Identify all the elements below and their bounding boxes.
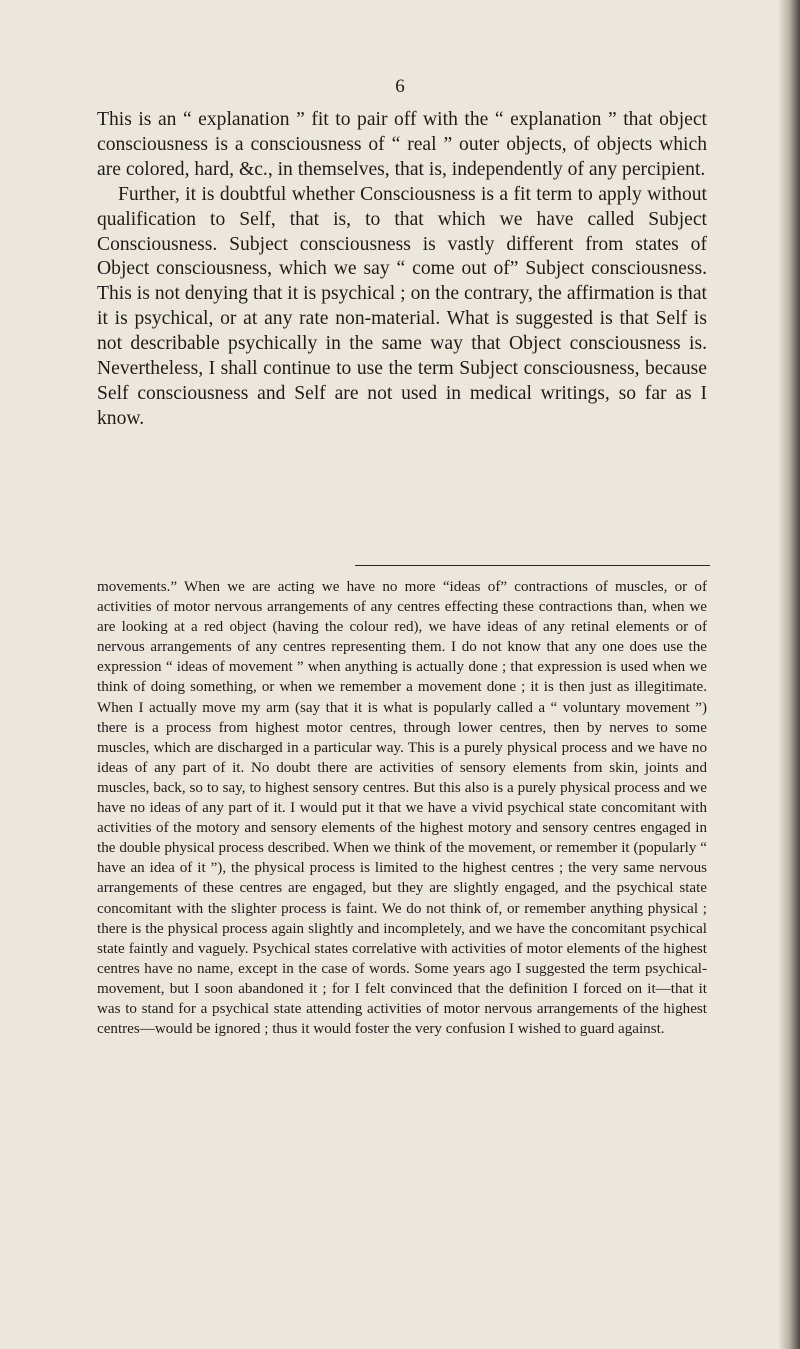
- page-edge-shadow: [778, 0, 800, 1349]
- main-paragraph-2: Further, it is doubtful whether Consciousness is a fit term to apply without qualification to Self, that is, to that which we have called Subject Consciousness. Subject consciousness is vastly different from states of Object consciousness, which we say “ come out of” Subject consciousness. This is not denying that it is psychical ; on the contrary, the affirmation is that it is psychical, or at any rate non-material. What is suggested is that Self is not describable psychically in the same way that Object consciousness is. Nevertheless, I shall continue to use the term Subject consciousness, because Self consciousness and Self are not used in medical writings, so far as I know.: [97, 183, 707, 429]
- main-paragraph-1: This is an “ explanation ” fit to pair off with the “ explanation ” that object consciousness is a consciousness of “ real ” outer objects, of objects which are colored, hard, &c., in themselves, that is, independently of any percipient.: [97, 109, 707, 180]
- main-text: [97, 108, 707, 432]
- footnote-text: movements.” When we are acting we have no more “ideas of” contractions of muscles, or of activities of motor nervous arrangements of any centres effecting these contractions than, when we are looking at a red object (having the colour red), we have ideas of any retinal elements or of nervous arrangements of any centres representing them. I do not know that any one does use the expression “ ideas of movement ” when anything is actually done ; that expression is used when we think of doing something, or when we remember a movement done ; it is then just as illegitimate. When I actually move my arm (say that it is what is popularly called a “ voluntary movement ”) there is a process from highest motor centres, through lower centres, then by nerves to some muscles, which are discharged in a particular way. This is a purely physical process and we have no ideas of any part of it. No doubt there are activities of sensory elements from skin, joints and muscles, back, so to say, to highest sensory centres. But this also is a purely physical process and we have no ideas of any part of it. I would put it that we have a vivid psychical state concomitant with activities of the motory and sensory elements of the highest motory and sensory centres engaged in the double physical process described. When we think of the movement, or remember it (popularly “ have an idea of it ”), the physical process is limited to the highest centres ; the very same nervous arrangements of these centres are engaged, but they are slightly engaged, and the psychical state concomitant with the slighter process is faint. We do not think of, or remember anything physical ; there is the physical process again slightly and incompletely, and we have the concomitant psychical state faintly and vaguely. Psychical states correlative with activities of motor elements of the highest centres have no name, except in the case of words. Some years ago I suggested the term psychical-movement, but I soon abandoned it ; for I felt convinced that the definition I forced on it—that it was to stand for a psychical state attending activities of motor nervous arrangements of the highest centres—would be ignored ; thus it would foster the very confusion I wished to guard against.: [97, 579, 707, 1038]
- page-number: 6: [395, 76, 405, 97]
- footnote-divider: [355, 565, 710, 566]
